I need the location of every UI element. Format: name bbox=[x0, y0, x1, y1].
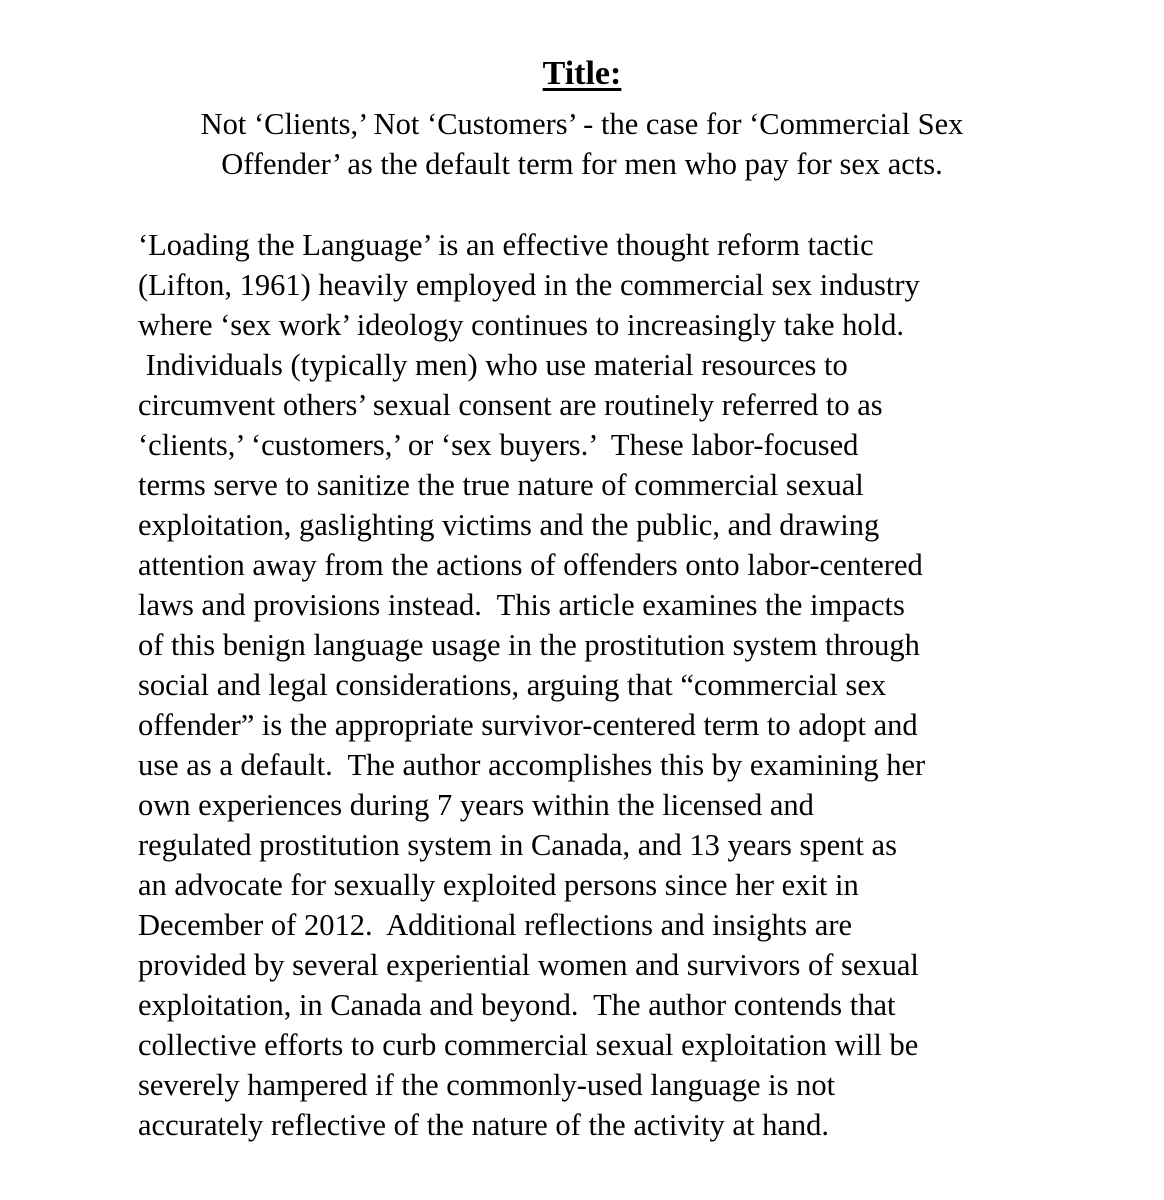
abstract-line: own experiences during 7 years within the licensed and bbox=[138, 788, 814, 822]
abstract-line: Individuals (typically men) who use material resources to bbox=[138, 348, 848, 382]
abstract-line: social and legal considerations, arguing that “commercial sex bbox=[138, 668, 887, 702]
abstract-line: attention away from the actions of offenders onto labor-centered bbox=[138, 548, 923, 582]
abstract-line: ‘Loading the Language’ is an effective thought reform tactic bbox=[138, 228, 874, 262]
abstract-line: exploitation, gaslighting victims and the public, and drawing bbox=[138, 508, 880, 542]
abstract-line: laws and provisions instead. This article examines the impacts bbox=[138, 588, 905, 622]
abstract-line: exploitation, in Canada and beyond. The author contends that bbox=[138, 988, 896, 1022]
subtitle-line: Offender’ as the default term for men who pay for sex acts. bbox=[221, 147, 943, 181]
abstract-line: offender” is the appropriate survivor-centered term to adopt and bbox=[138, 708, 918, 742]
document-subtitle bbox=[120, 104, 1044, 184]
abstract-line: of this benign language usage in the prostitution system through bbox=[138, 628, 920, 662]
abstract-paragraph bbox=[138, 225, 1138, 1145]
abstract-line: use as a default. The author accomplishes this by examining her bbox=[138, 748, 926, 782]
abstract-line: accurately reflective of the nature of the activity at hand. bbox=[138, 1108, 829, 1142]
abstract-line: December of 2012. Additional reflections and insights are bbox=[138, 908, 853, 942]
abstract-line: circumvent others’ sexual consent are routinely referred to as bbox=[138, 388, 883, 422]
abstract-line: where ‘sex work’ ideology continues to increasingly take hold. bbox=[138, 308, 904, 342]
abstract-line: provided by several experiential women and survivors of sexual bbox=[138, 948, 919, 982]
abstract-line: regulated prostitution system in Canada, and 13 years spent as bbox=[138, 828, 897, 862]
abstract-line: an advocate for sexually exploited persons since her exit in bbox=[138, 868, 859, 902]
title-heading: Title: bbox=[542, 55, 622, 92]
abstract-line: ‘clients,’ ‘customers,’ or ‘sex buyers.’ These labor-focused bbox=[138, 428, 859, 462]
subtitle-line: Not ‘Clients,’ Not ‘Customers’ - the case for ‘Commercial Sex bbox=[200, 107, 964, 141]
abstract-line: collective efforts to curb commercial sexual exploitation will be bbox=[138, 1028, 919, 1062]
abstract-line: terms serve to sanitize the true nature of commercial sexual bbox=[138, 468, 864, 502]
abstract-line: severely hampered if the commonly-used language is not bbox=[138, 1068, 836, 1102]
abstract-line: (Lifton, 1961) heavily employed in the commercial sex industry bbox=[138, 268, 920, 302]
